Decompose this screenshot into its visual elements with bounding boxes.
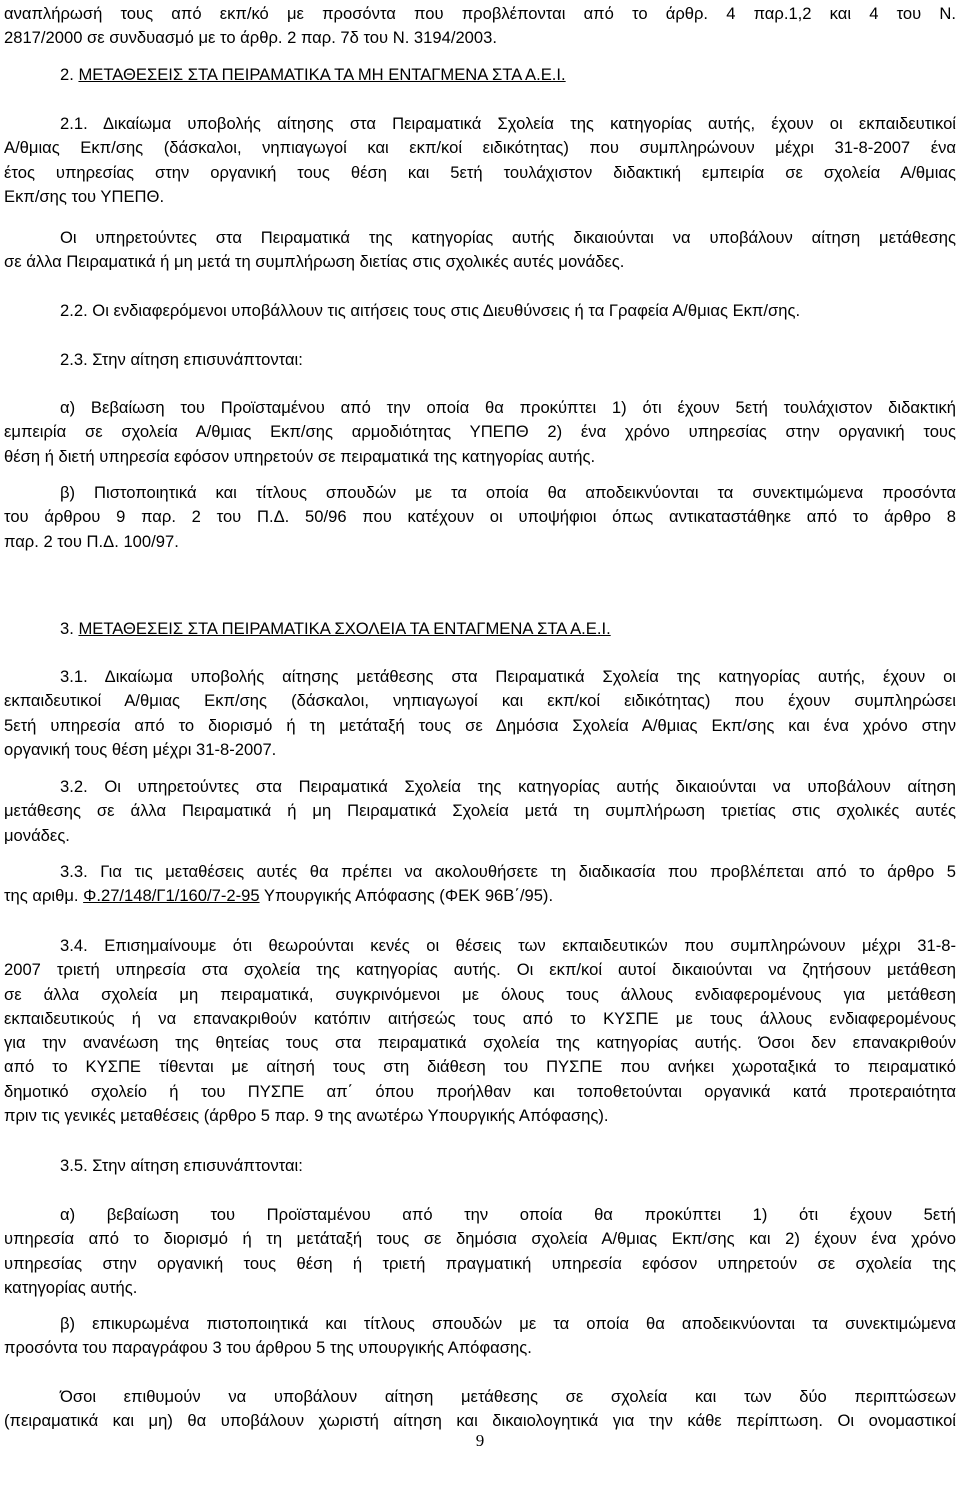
text-line: μονάδες. (4, 825, 70, 845)
text-fragment: της αριθμ. (4, 886, 84, 906)
paragraph-3-4 (4, 934, 956, 1128)
text-line: 3.1. Δικαίωμα υποβολής αίτησης μετάθεσης στα Πειραματικά Σχολεία της κατηγορίας αυτής, έχουν οι (60, 667, 956, 686)
text-line: 3.3. Για τις μεταθέσεις αυτές θα πρέπει να ακολουθήσετε τη διαδικασία που προβλέπεται από το άρθρο 5 (60, 862, 956, 881)
text-line: β) Πιστοποιητικά και τίτλους σπουδών με τα οποία θα αποδεικνύονται τα συνεκτιμώμενα προσόντα (60, 483, 956, 502)
paragraph-2-3-a (4, 396, 956, 469)
heading-title: ΜΕΤΑΘΕΣΕΙΣ ΣΤΑ ΠΕΙΡΑΜΑΤΙΚΑ ΣΧΟΛΕΙΑ ΤΑ ΕΝΤΑΓΜΕΝΑ ΣΤΑ Α.Ε.Ι. (78, 619, 611, 638)
decision-reference: Φ.27/148/Γ1/160/7-2-95 (83, 886, 260, 906)
text-line: του άρθρου 9 παρ. 2 του Π.Δ. 50/96 που κατέχουν οι υποψήφιοι όπως αντικαταστάθηκε από το άρθρο 8 (4, 507, 956, 527)
text-line: κατηγορίας αυτής. (4, 1277, 138, 1297)
text-line: Όσοι επιθυμούν να υποβάλουν αίτηση μετάθεσης σε σχολεία και των δύο περιπτώσεων (60, 1387, 956, 1406)
paragraph-3-5-c (4, 1385, 956, 1434)
text-line: 2817/2000 σε συνδυασμό με το άρθρ. 2 παρ. 7δ του Ν. 3194/2003. (4, 28, 497, 48)
text-line: εμπειρία σε σχολεία Α/θμιας Εκπ/σης αρμοδιότητας ΥΠΕΠΘ 2) ένα χρόνο υπηρεσίας στην οργανική τους (4, 422, 956, 442)
text-line: 3.5. Στην αίτηση επισυνάπτονται: (60, 1156, 303, 1175)
text-line (60, 63, 960, 87)
paragraph-2-1 (4, 112, 956, 209)
text-line: υπηρεσία από το διορισμό ή τη μετάταξή τους σε δημόσια σχολεία Α/θμιας Εκπ/σης και 2) έχουν ένα χρόνο (4, 1229, 956, 1249)
text-line: α) Βεβαίωση του Προϊσταμένου από την οποία θα προκύπτει 1) ότι έχουν 5ετή τουλάχιστον διδακτική (60, 398, 956, 417)
text-line: 3.2. Οι υπηρετούντες στα Πειραματικά Σχολεία της κατηγορίας αυτής δικαιούνται να υποβάλουν αίτηση (60, 777, 956, 796)
text-line: σε άλλα σχολεία μη πειραματικά, συγκρινόμενοι με όλους τους άλλους ενδιαφερομένους για μετάθεση (4, 984, 956, 1004)
text-line: θέση ή διετή υπηρεσία εφόσον υπηρετούν σε πειραματικά της κατηγορίας αυτής. (4, 446, 596, 466)
text-line: για την ανανέωση της θητείας τους στα πειραματικά σχολεία της κατηγορίας αυτής. Όσοι δεν επανακριθούν (4, 1033, 956, 1053)
text-line: β) επικυρωμένα πιστοποιητικά και τίτλους σπουδών με τα οποία θα αποδεικνύονται τα συνεκτιμώμενα (60, 1314, 956, 1333)
text-line: υπηρεσίας στην οργανική τους θέση ή τριετή πραγματική υπηρεσία εφόσον υπηρετούν σε σχολεία της (4, 1253, 956, 1273)
paragraph-3-1 (4, 665, 956, 762)
paragraph-3-3 (4, 860, 956, 909)
page-number: 9 (475, 1431, 485, 1450)
text-line: 2.1. Δικαίωμα υποβολής αίτησης στα Πειραματικά Σχολεία της κατηγορίας αυτής, έχουν οι εκπαιδευτικοί (60, 114, 956, 133)
text-line: δημοτικό σχολείο ή του ΠΥΣΠΕ απ΄ όπου προήλθαν και τοποθετούνται οργανικά κατά προτεραιότητα (4, 1081, 956, 1101)
text-line: εκπαιδευτικοί Α/θμιας Εκπ/σης (δάσκαλοι, νηπιαγωγοί και εκπ/κοί ειδικότητας) που έχουν συμπληρώσει (4, 691, 956, 711)
text-line: πριν τις γενικές μεταθέσεις (άρθρο 5 παρ. 9 της ανωτέρω Υπουργικής Απόφασης). (4, 1106, 609, 1126)
text-line: προσόντα του παραγράφου 3 του άρθρου 5 της υπουργικής Απόφασης. (4, 1338, 532, 1358)
text-line (4, 884, 956, 908)
text-line: 2.2. Οι ενδιαφερόμενοι υποβάλλουν τις αιτήσεις τους στις Διευθύνσεις ή τα Γραφεία Α/θμιας Εκπ/σης. (60, 301, 801, 320)
text-line: Α/θμιας Εκπ/σης (δάσκαλοι, νηπιαγωγοί και εκπ/κοί ειδικότητας) που συμπληρώνουν μέχρι 31-8-2007 ένα (4, 138, 956, 158)
text-line: έτος υπηρεσίας στην οργανική τους θέση και 5ετή τουλάχιστον διδακτική εμπειρία σε σχολεία Α/θμιας (4, 162, 956, 182)
text-line: α) βεβαίωση του Προϊσταμένου από την οποία θα προκύπτει 1) ότι έχουν 5ετή (60, 1205, 956, 1224)
paragraph-2-2 (4, 299, 956, 323)
paragraph-2-1-transfer (4, 226, 956, 275)
text-line: αναπλήρωσή τους από εκπ/κό με προσόντα που προβλέπονται από το άρθρ. 4 παρ.1,2 και 4 του Ν. (4, 4, 956, 23)
text-line: Εκπ/σης του ΥΠΕΠΘ. (4, 186, 165, 206)
text-line (60, 617, 960, 641)
text-fragment: Υπουργικής Απόφασης (ΦΕΚ 96Β΄/95). (259, 886, 554, 906)
paragraph-2-3-b (4, 481, 956, 554)
paragraph-3-5 (4, 1154, 956, 1178)
text-line: 5ετή υπηρεσία από το διορισμό ή τη μετάταξή τους σε Δημόσια Σχολεία Α/θμιας Εκπ/σης και ένα χρόνο στην (4, 715, 956, 735)
text-line: 3.4. Επισημαίνουμε ότι θεωρούνται κενές οι θέσεις των εκπαιδευτικών που συμπληρώνουν μέχρι 31-8- (60, 936, 956, 955)
text-line: από το ΚΥΣΠΕ τίθενται με αίτησή τους στη διάθεση του ΠΥΣΠΕ που ανήκει χωροταξικά το πειραματικό (4, 1057, 956, 1077)
text-line: 2.3. Στην αίτηση επισυνάπτονται: (60, 350, 303, 369)
text-line: παρ. 2 του Π.Δ. 100/97. (4, 531, 179, 551)
paragraph-3-5-b (4, 1312, 956, 1361)
text-line: Οι υπηρετούντες στα Πειραματικά της κατηγορίας αυτής δικαιούνται να υποβάλουν αίτηση μετάθεσης (60, 228, 956, 247)
text-line: 2007 τριετή υπηρεσία στα σχολεία της κατηγορίας αυτής. Οι εκπ/κοί αυτοί δικαιούνται να ζητήσουν μετάθεση (4, 960, 956, 980)
heading-number: 2. (60, 65, 79, 84)
paragraph-3-2 (4, 775, 956, 848)
section-heading-2 (4, 63, 960, 87)
text-line: σε άλλα Πειραματικά ή μη μετά τη συμπλήρωση διετίας στις σχολικές αυτές μονάδες. (4, 252, 625, 272)
text-line: μετάθεσης σε άλλα Πειραματικά ή μη Πειραματικά Σχολεία μετά τη συμπλήρωση τριετίας στις σχολικές αυτές (4, 801, 956, 821)
paragraph-3-5-a (4, 1203, 956, 1300)
text-line: οργανική τους θέση μέχρι 31-8-2007. (4, 739, 277, 759)
section-heading-3 (4, 617, 960, 641)
paragraph-2-3 (4, 348, 956, 372)
text-line: εκπαιδευτικούς ή να επανακριθούν κατόπιν αιτήσεώς τους από το ΚΥΣΠΕ με τους άλλους ενδιαφερομένους (4, 1008, 956, 1028)
heading-number: 3. (60, 619, 79, 638)
text-line: (πειραματικά και μη) θα υποβάλουν χωριστή αίτηση και δικαιολογητικά για την κάθε περίπτωση. Οι ονομαστικοί (4, 1411, 956, 1431)
intro-paragraph (4, 2, 956, 51)
heading-title: ΜΕΤΑΘΕΣΕΙΣ ΣΤΑ ΠΕΙΡΑΜΑΤΙΚΑ ΤΑ ΜΗ ΕΝΤΑΓΜΕΝΑ ΣΤΑ Α.Ε.Ι. (78, 65, 566, 84)
